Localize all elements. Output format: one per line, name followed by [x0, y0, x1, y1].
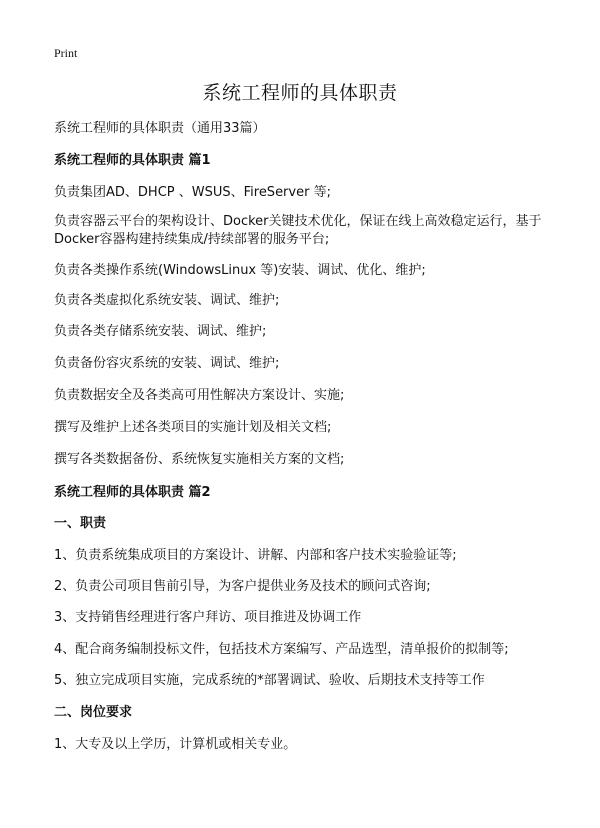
list-item: 负责备份容灾系统的安装、调试、维护;	[54, 356, 280, 371]
list-item: 负责各类虚拟化系统安装、调试、维护;	[54, 293, 280, 308]
list-item: 负责各类存储系统安装、调试、维护;	[54, 324, 267, 339]
list-item: 撰写及维护上述各类项目的实施计划及相关文档;	[54, 420, 332, 435]
page-title: 系统工程师的具体职责	[202, 82, 398, 104]
list-item: 负责集团AD、DHCP 、WSUS、FireServer 等;	[54, 185, 331, 200]
section1-heading: 系统工程师的具体职责 篇1	[54, 153, 211, 168]
list-item: 负责容器云平台的架构设计、Docker关键技术优化，保证在线上高效稳定运行，基于Docker容器构建持续集成/持续部署的服务平台;	[54, 214, 542, 247]
print-label: Print	[54, 46, 78, 60]
duty-item: 5、独立完成项目实施，完成系统的*部署调试、验收、后期技术支持等工作	[54, 673, 485, 688]
list-item: 负责各类操作系统(WindowsLinux 等)安装、调试、优化、维护;	[54, 263, 426, 278]
duty-item: 3、支持销售经理进行客户拜访、项目推进及协调工作	[54, 610, 362, 625]
requirement-item: 1、大专及以上学历，计算机或相关专业。	[54, 737, 297, 752]
intro-line: 系统工程师的具体职责（通用33篇）	[54, 121, 266, 136]
section2-heading: 系统工程师的具体职责 篇2	[54, 485, 211, 500]
subheading-requirements: 二、岗位要求	[54, 705, 133, 720]
list-item: 撰写各类数据备份、系统恢复实施相关方案的文档;	[54, 452, 345, 467]
duty-item: 2、负责公司项目售前引导，为客户提供业务及技术的顾问式咨询;	[54, 579, 431, 594]
list-item: 负责数据安全及各类高可用性解决方案设计、实施;	[54, 388, 345, 403]
duty-item: 4、配合商务编制投标文件，包括技术方案编写、产品选型，清单报价的拟制等;	[54, 642, 509, 657]
duty-item: 1、负责系统集成项目的方案设计、讲解、内部和客户技术实验验证等;	[54, 548, 457, 563]
subheading-duties: 一、职责	[54, 516, 107, 531]
